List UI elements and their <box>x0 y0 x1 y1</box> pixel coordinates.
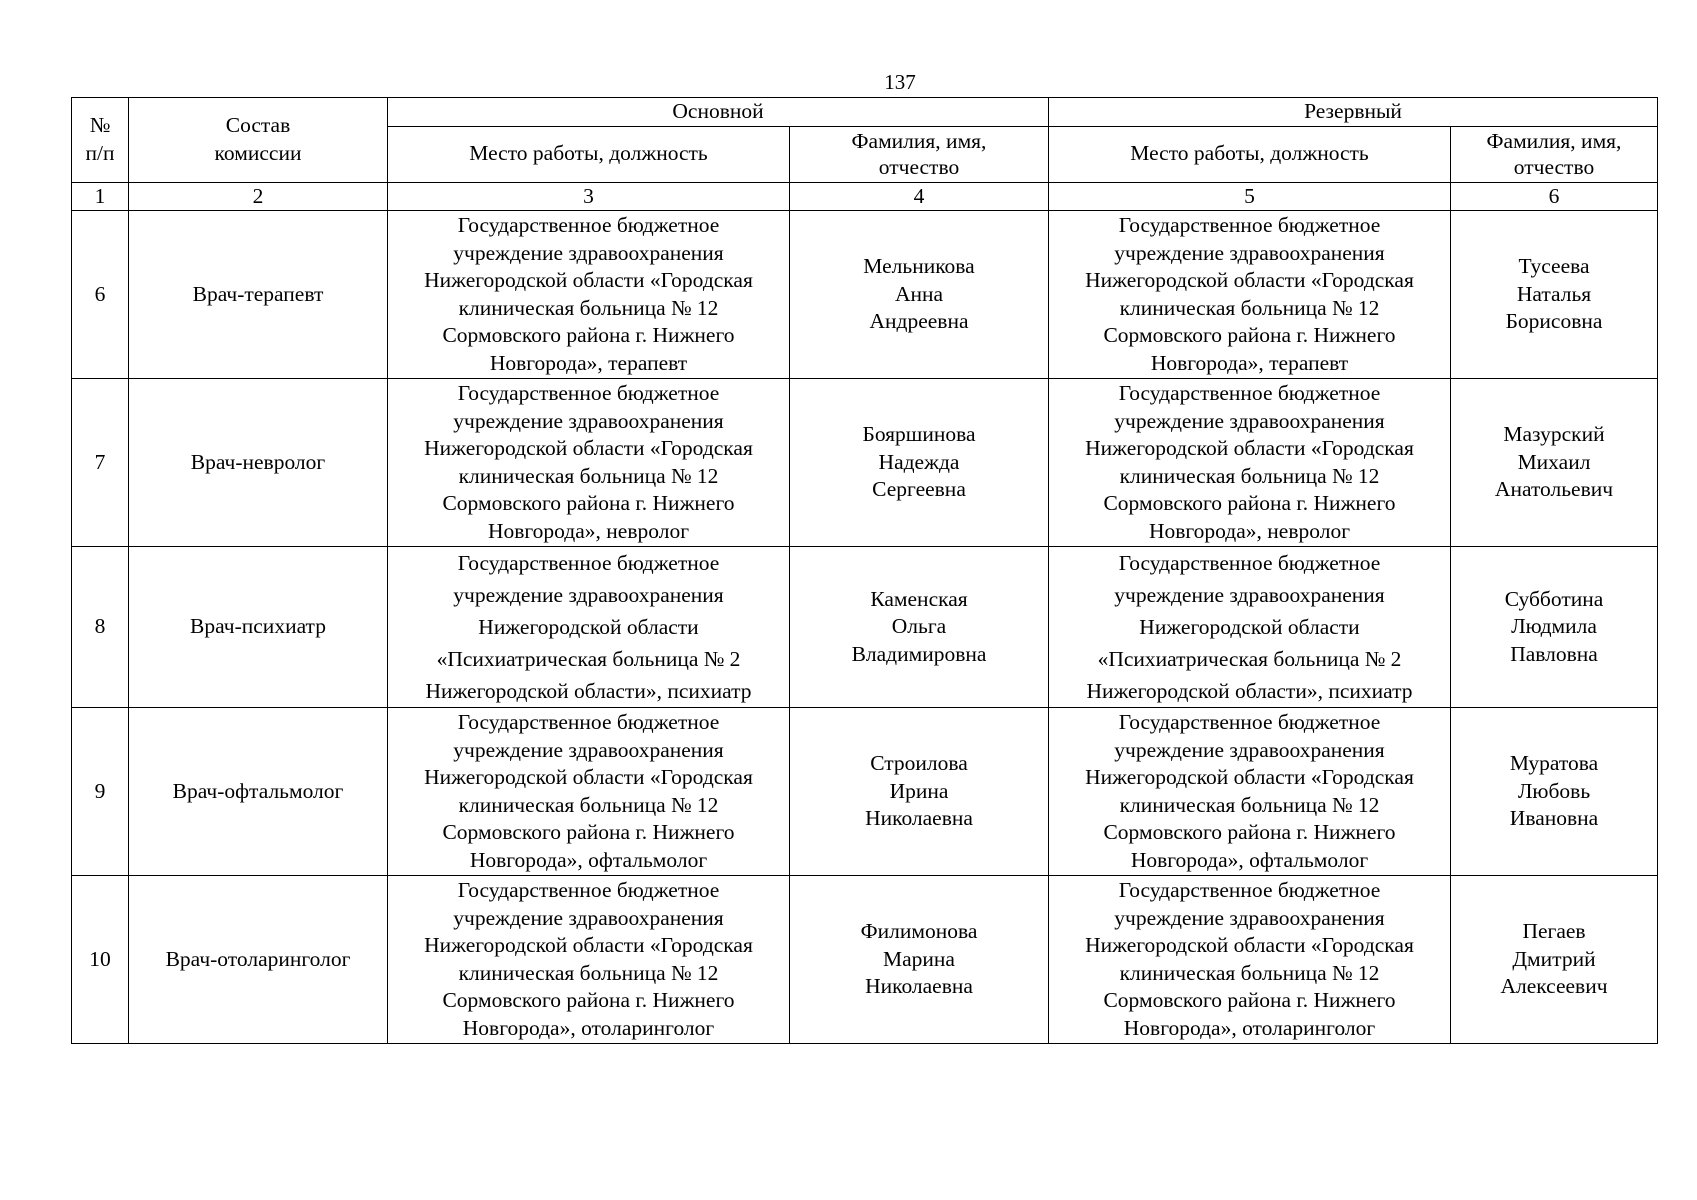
table-row <box>72 379 1658 547</box>
row-num: 10 <box>72 876 129 1044</box>
row-num: 6 <box>72 211 129 379</box>
column-number: 4 <box>790 182 1049 211</box>
row-role: Врач-офтальмолог <box>129 708 388 876</box>
row-reserve-fio: Пегаев Дмитрий Алексеевич <box>1451 876 1658 1044</box>
row-role: Врач-терапевт <box>129 211 388 379</box>
table-row <box>72 211 1658 379</box>
table-row <box>72 547 1658 708</box>
row-num: 9 <box>72 708 129 876</box>
row-main-workplace: Государственное бюджетное учреждение здравоохранения Нижегородской области «Городская клиническая больница № 12 Сормовского района г. Нижнего Новгорода», невролог <box>388 379 790 547</box>
row-role: Врач-отоларинголог <box>129 876 388 1044</box>
page-number: 137 <box>884 70 916 94</box>
header-fio: Фамилия, имя, отчество <box>790 126 1049 182</box>
column-number: 6 <box>1451 182 1658 211</box>
commission-table <box>71 97 1658 1044</box>
row-main-fio: Мельникова Анна Андреевна <box>790 211 1049 379</box>
header-workplace-reserve: Место работы, должность <box>1049 126 1451 182</box>
row-reserve-workplace: Государственное бюджетное учреждение здравоохранения Нижегородской области «Городская клиническая больница № 12 Сормовского района г. Нижнего Новгорода», офтальмолог <box>1049 708 1451 876</box>
column-number-row <box>72 182 1658 211</box>
table-row <box>72 876 1658 1044</box>
row-reserve-fio: Тусеева Наталья Борисовна <box>1451 211 1658 379</box>
column-number: 1 <box>72 182 129 211</box>
header-num: № п/п <box>72 98 129 183</box>
row-reserve-workplace: Государственное бюджетное учреждение здравоохранения Нижегородской области «Городская клиническая больница № 12 Сормовского района г. Нижнего Новгорода», отоларинголог <box>1049 876 1451 1044</box>
row-reserve-fio: Мазурский Михаил Анатольевич <box>1451 379 1658 547</box>
column-number: 5 <box>1049 182 1451 211</box>
row-reserve-workplace: Государственное бюджетное учреждение здравоохранения Нижегородской области «Городская клиническая больница № 12 Сормовского района г. Нижнего Новгорода», невролог <box>1049 379 1451 547</box>
header-workplace: Место работы, должность <box>388 126 790 182</box>
row-main-fio: Филимонова Марина Николаевна <box>790 876 1049 1044</box>
row-main-fio: Строилова Ирина Николаевна <box>790 708 1049 876</box>
row-main-workplace: Государственное бюджетное учреждение здравоохранения Нижегородской области «Городская клиническая больница № 12 Сормовского района г. Нижнего Новгорода», терапевт <box>388 211 790 379</box>
row-num: 7 <box>72 379 129 547</box>
row-reserve-workplace: Государственное бюджетное учреждение здравоохранения Нижегородской области «Психиатрическая больница № 2 Нижегородской области», психиатр <box>1049 547 1451 708</box>
row-reserve-fio: Муратова Любовь Ивановна <box>1451 708 1658 876</box>
row-reserve-workplace: Государственное бюджетное учреждение здравоохранения Нижегородской области «Городская клиническая больница № 12 Сормовского района г. Нижнего Новгорода», терапевт <box>1049 211 1451 379</box>
row-role: Врач-невролог <box>129 379 388 547</box>
header-composition: Состав комиссии <box>129 98 388 183</box>
column-number: 3 <box>388 182 790 211</box>
row-main-workplace: Государственное бюджетное учреждение здравоохранения Нижегородской области «Городская клиническая больница № 12 Сормовского района г. Нижнего Новгорода», офтальмолог <box>388 708 790 876</box>
row-num: 8 <box>72 547 129 708</box>
header-main: Основной <box>388 98 1049 127</box>
header-row-top <box>72 98 1658 127</box>
table-row <box>72 708 1658 876</box>
header-reserve: Резервный <box>1049 98 1658 127</box>
header-fio-reserve: Фамилия, имя, отчество <box>1451 126 1658 182</box>
row-main-workplace: Государственное бюджетное учреждение здравоохранения Нижегородской области «Психиатрическая больница № 2 Нижегородской области», психиатр <box>388 547 790 708</box>
row-main-fio: Бояршинова Надежда Сергеевна <box>790 379 1049 547</box>
row-main-workplace: Государственное бюджетное учреждение здравоохранения Нижегородской области «Городская клиническая больница № 12 Сормовского района г. Нижнего Новгорода», отоларинголог <box>388 876 790 1044</box>
row-reserve-fio: Субботина Людмила Павловна <box>1451 547 1658 708</box>
row-main-fio: Каменская Ольга Владимировна <box>790 547 1049 708</box>
column-number: 2 <box>129 182 388 211</box>
row-role: Врач-психиатр <box>129 547 388 708</box>
